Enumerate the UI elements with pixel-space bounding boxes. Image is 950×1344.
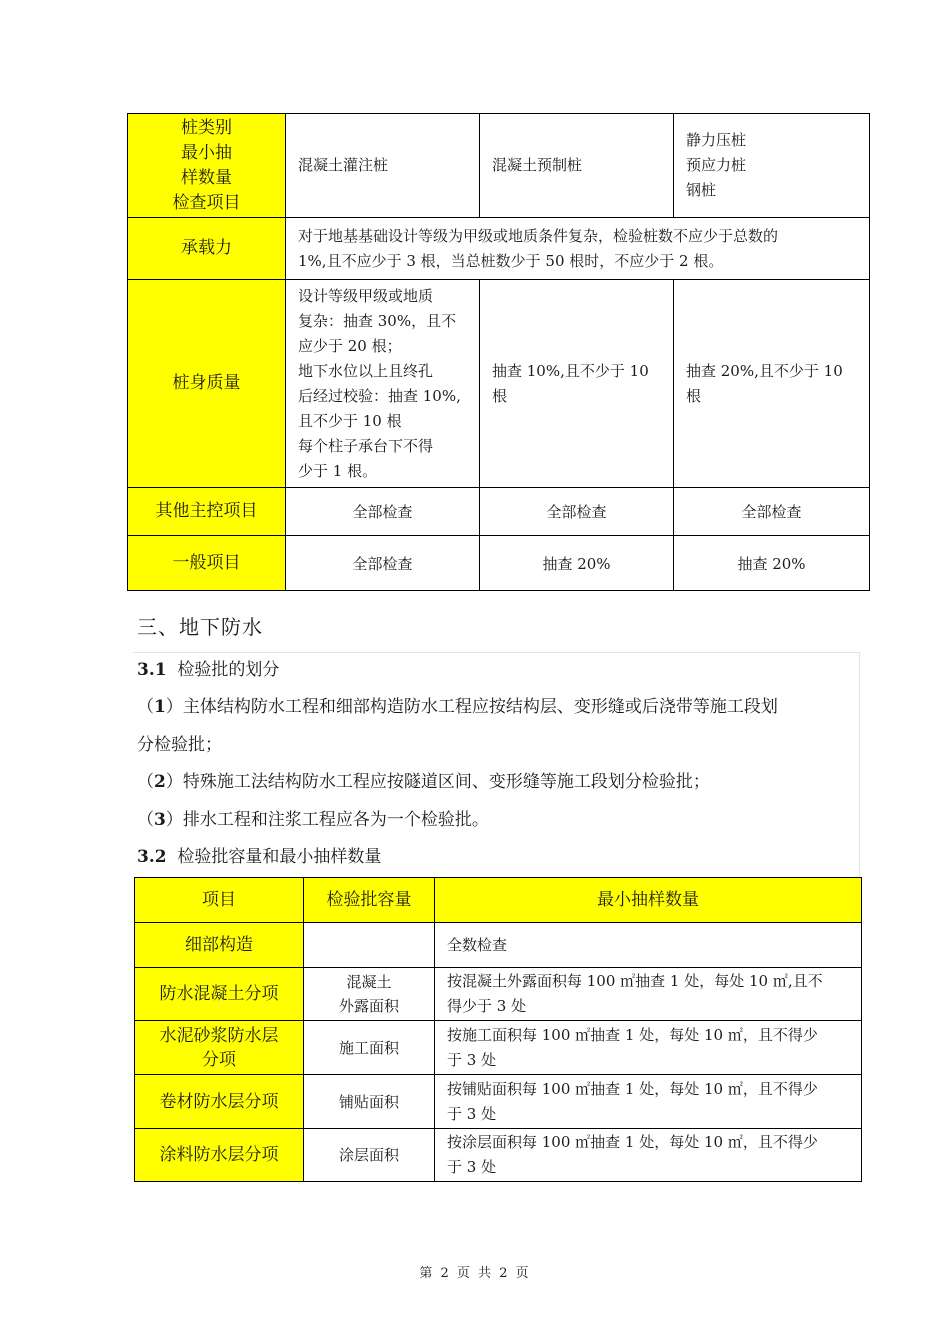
table-row: [128, 536, 870, 591]
paragraph-3: （3）排水工程和注浆工程应各为一个检验批。: [137, 810, 489, 830]
table-cell: 全部检查: [286, 488, 480, 536]
table-cell: 全部检查: [286, 536, 480, 591]
table-row: [128, 280, 870, 488]
table-row: [135, 1129, 862, 1182]
header-bored-pile: 混凝土灌注桩: [286, 114, 480, 218]
table-header-row: [135, 878, 862, 923]
header-precast-pile: 混凝土预制桩: [480, 114, 674, 218]
table-cell: 按施工面积每 100 ㎡抽查 1 处，每处 10 ㎡，且不得少 于 3 处: [435, 1021, 862, 1075]
table-header-row: [128, 114, 870, 218]
table-cell: 抽查 20%,且不少于 10 根: [674, 280, 870, 488]
table-cell: 铺贴面积: [304, 1075, 435, 1129]
table-cell: 全部检查: [480, 488, 674, 536]
table-cell: 按涂层面积每 100 ㎡抽查 1 处，每处 10 ㎡，且不得少 于 3 处: [435, 1129, 862, 1182]
merged-cell: 对于地基基础设计等级为甲级或地质条件复杂，检验桩数不应少于总数的 1%,且不应少于 3 根，当总桩数少于 50 根时，不应少于 2 根。: [286, 218, 870, 280]
table-row: [135, 968, 862, 1021]
subsection-3-1: 3.1 检验批的划分: [137, 660, 280, 680]
table-cell: 设计等级甲级或地质 复杂：抽查 30%，且不 应少于 20 根； 地下水位以上且终孔 后经过校验：抽查 10%, 且不少于 10 根 每个柱子承台下不得 少于 1 根。: [286, 280, 480, 488]
waterproofing-sampling-table: [134, 877, 862, 1182]
subsection-3-2: 3.2 检验批容量和最小抽样数量: [137, 847, 382, 867]
table-cell: 抽查 10%,且不少于 10 根: [480, 280, 674, 488]
table-cell: 施工面积: [304, 1021, 435, 1075]
table-cell: 全数检查: [435, 923, 862, 968]
paragraph-1-cont: 分检验批；: [137, 735, 222, 755]
row-label: 桩身质量: [128, 280, 286, 488]
table-row: [128, 218, 870, 280]
row-label: 其他主控项目: [128, 488, 286, 536]
header-sampling: 最小抽样数量: [435, 878, 862, 923]
row-label: 水泥砂浆防水层 分项: [135, 1021, 304, 1075]
header-corner-cell: 桩类别 最小抽 样数量 检查项目: [128, 114, 286, 218]
table-cell: 混凝土 外露面积: [304, 968, 435, 1021]
table-row: [135, 1021, 862, 1075]
paragraph-1: （1）主体结构防水工程和细部构造防水工程应按结构层、变形缝或后浇带等施工段划: [137, 697, 778, 717]
row-label: 细部构造: [135, 923, 304, 968]
row-label: 防水混凝土分项: [135, 968, 304, 1021]
header-item: 项目: [135, 878, 304, 923]
header-capacity: 检验批容量: [304, 878, 435, 923]
row-label: 一般项目: [128, 536, 286, 591]
table-row: [135, 1075, 862, 1129]
table-cell: 按铺贴面积每 100 ㎡抽查 1 处，每处 10 ㎡，且不得少 于 3 处: [435, 1075, 862, 1129]
table-cell: 抽查 20%: [480, 536, 674, 591]
row-label: 卷材防水层分项: [135, 1075, 304, 1129]
table-cell: 按混凝土外露面积每 100 ㎡抽查 1 处，每处 10 ㎡,且不 得少于 3 处: [435, 968, 862, 1021]
row-label: 承载力: [128, 218, 286, 280]
page-footer: 第 2 页 共 2 页: [419, 1266, 531, 1281]
table-cell: 涂层面积: [304, 1129, 435, 1182]
header-static-pile: 静力压桩 预应力桩 钢桩: [674, 114, 870, 218]
table-cell: 全部检查: [674, 488, 870, 536]
paragraph-2: （2）特殊施工法结构防水工程应按隧道区间、变形缝等施工段划分检验批；: [137, 772, 710, 792]
table-row: [128, 488, 870, 536]
pile-inspection-table: [127, 113, 870, 591]
table-row: [135, 923, 862, 968]
section-heading: 三、地下防水: [137, 615, 263, 639]
row-label: 涂料防水层分项: [135, 1129, 304, 1182]
table-cell: 抽查 20%: [674, 536, 870, 591]
table-cell: [304, 923, 435, 968]
